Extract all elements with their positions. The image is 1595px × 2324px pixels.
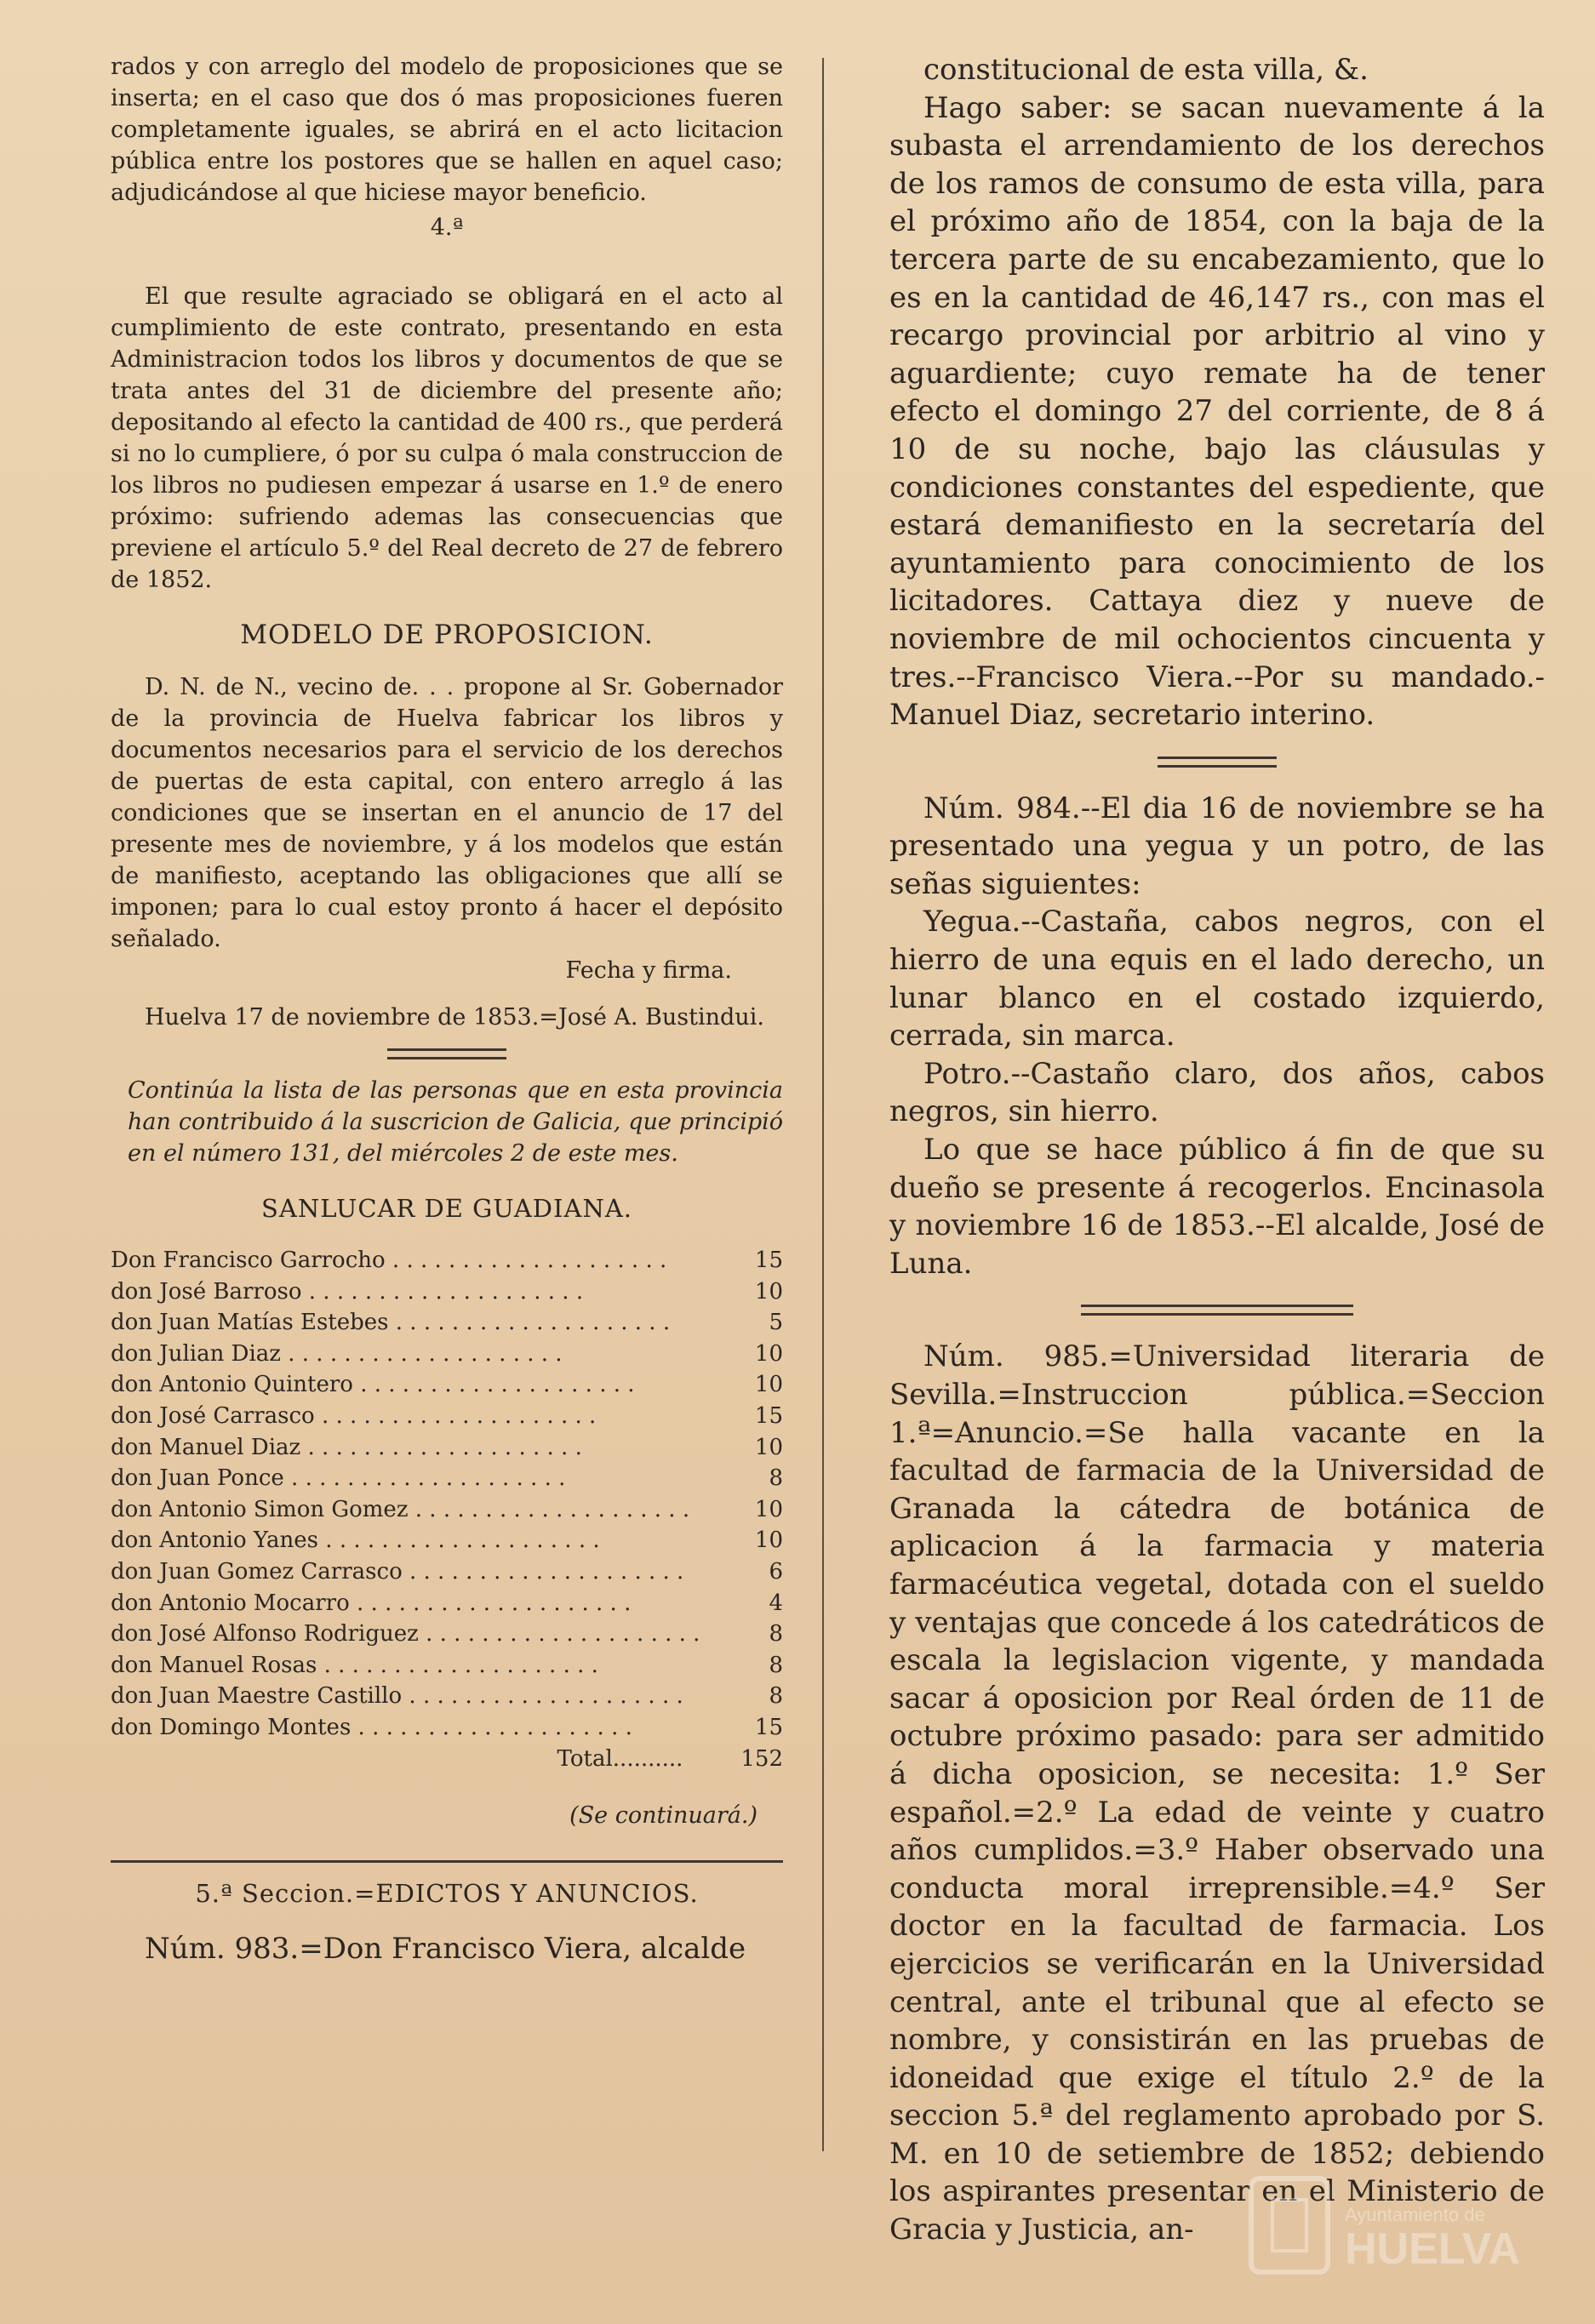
paragraph-num-984: Núm. 984.--El dia 16 de noviembre se ha presentado una yegua y un potro, de las señas siguientes: [889,791,1545,901]
contributor-name: don Domingo Montes . . . . . . . . . . . . . . . . . . . . [111,1714,632,1740]
contributor-amount: 8 [769,1683,783,1710]
contributor-name: don Manuel Diaz . . . . . . . . . . . . . . . . . . . . [111,1434,582,1460]
contributor-amount: 8 [769,1652,783,1678]
list-item [111,1712,783,1744]
contributor-amount: 6 [769,1558,783,1585]
list-item [111,1556,783,1588]
contributor-amount: 8 [769,1465,783,1492]
huelva-watermark-logo [1243,2161,1541,2289]
total-row [111,1744,783,1775]
contributor-amount: 10 [754,1372,783,1398]
contributor-name: don Juan Ponce . . . . . . . . . . . . . . . . . . . . [111,1465,566,1492]
paragraph-obligations: El que resulte agraciado se obligará en el acto al cumplimiento de este contrato, presentando en esta Administracion todos los libros y documentos de que se trata antes del 31 de diciembre del presente año; depositando al efecto la cantidad de 400 rs., que perderá si no lo cumpliere, ó por su culpa ó mala construccion de los libros no pudiesen empezar á usarse en 1.º de enero próximo: sufriendo ademas las consecuencias que previene el artículo 5.º del Real decreto de 27 de febrero de 1852. [111,283,783,593]
left-column [111,51,783,1967]
contributor-name: don José Alfonso Rodriguez . . . . . . . . . . . . . . . . . . . . [111,1621,700,1647]
list-item [111,1245,783,1276]
paragraph-num-985: Núm. 985.=Universidad literaria de Sevilla.=Instruccion pública.=Seccion 1.ª=Anuncio.=Se halla vacante en la facultad de farmacia de la Universidad de Granada la cátedra de botánica de aplicacion á la farmacia y materia farmacéutica vegetal, dotada con el sueldo y ventajas que concede á los catedráticos de escala la legislacion vigente, y mandada sacar á oposicion por Real órden de 11 de octubre próximo pasado: para ser admitido á dicha oposicion, se necesita: 1.º Ser español.=2.º La edad de veinte y cuatro años cumplidos.=3.º Haber observado una conducta moral irreprensible.=4.º Ser doctor en la facultad de farmacia. Los ejercicios se verificarán en la Universidad central, ante el tribunal que al efecto se nombre, y consistirán en las pruebas de idoneidad que exige el título 2.º de la seccion 5.ª del reglamento aprobado por S. M. en 10 de setiembre de 1852; debiendo los aspirantes presentar en el Ministerio de Gracia y Justicia, an- [889,1339,1545,2247]
paragraph-yegua: Yegua.--Castaña, cabos negros, con el hierro de una equis en el lado derecho, un lunar blanco en el costado izquierdo, cerrada, sin marca. [889,905,1545,1054]
list-item [111,1588,783,1619]
paragraph-subscription-intro: Continúa la lista de las personas que en esta provincia han contribuido á la suscricion de Galicia, que principió en el número 131, del miércoles 2 de este mes. [128,1077,783,1167]
contributor-amount: 4 [769,1590,783,1616]
contributor-amount: 10 [754,1434,783,1460]
section-number-4: 4.ª [430,214,464,241]
list-item [111,1494,783,1526]
double-rule-right-2 [1081,1305,1353,1316]
contributor-name: don Juan Gomez Carrasco . . . . . . . . . . . . . . . . . . . . [111,1558,684,1585]
paragraph-potro: Potro.--Castaño claro, dos años, cabos negros, sin hierro. [889,1056,1545,1129]
list-item [111,1463,783,1494]
double-rule-right-1 [1158,757,1277,768]
contributor-amount: 10 [754,1496,783,1522]
paragraph-subasta: Hago saber: se sacan nuevamente á la subasta el arrendamiento de los derechos de los ramos de consumo de esta villa, para el próximo año de 1854, con la baja de la tercera parte de su encabezamiento, que lo es en la cantidad de 46,147 rs., con mas el recargo provincial por arbitrio al vino y aguardiente; cuyo remate ha de tener efecto el domingo 27 del corriente, de 8 á 10 de su noche, bajo las cláusulas y condiciones constantes del espediente, que estará demanifiesto en la secretaría del ayuntamiento para conocimiento de los licitadores. Cattaya diez y nueve de noviembre de mil ochocientos cincuenta y tres.--Francisco Viera.--Por su mandado.-Manuel Diaz, secretario interino. [889,90,1545,733]
list-item [111,1276,783,1308]
contributor-name: don Antonio Quintero . . . . . . . . . . . . . . . . . . . . [111,1372,635,1398]
contributor-amount: 15 [754,1714,783,1740]
contributors-table [111,1245,783,1774]
double-rule [387,1048,506,1059]
watermark-line2: HUELVA [1345,2224,1521,2274]
contributor-amount: 10 [754,1278,783,1305]
total-value: 152 [740,1745,783,1772]
continued-note: (Se continuará.) [569,1802,757,1830]
contributor-name: don Julian Diaz . . . . . . . . . . . . . . . . . . . . [111,1340,563,1367]
contributor-name: don José Carrasco . . . . . . . . . . . . . . . . . . . . [111,1402,597,1429]
contributor-name: don Juan Matías Estebes . . . . . . . . . . . . . . . . . . . . [111,1310,671,1336]
contributor-amount: 15 [754,1402,783,1429]
contributor-name: don Antonio Yanes . . . . . . . . . . . . . . . . . . . . [111,1527,600,1554]
column-divider [822,58,824,2151]
list-item [111,1650,783,1682]
heading-modelo-proposicion: MODELO DE PROPOSICION. [240,620,654,650]
paragraph-continuation: rados y con arreglo del modelo de proposiciones que se inserta; en el caso que dos ó mas proposiciones fueren completamente iguales, se abrirá en el acto licitacion pública entre los postores que se hallen en aquel caso; adjudicándose al que hiciese mayor beneficio. [111,54,783,206]
contributor-amount: 10 [754,1340,783,1367]
list-item [111,1681,783,1712]
paragraph-proposal-model: D. N. de N., vecino de. . . propone al Sr. Gobernador de la provincia de Huelva fabricar los libros y documentos necesarios para el servicio de los derechos de puertas de esta capital, con entero arreglo á las condiciones que se insertan en el anuncio de 17 del presente mes de noviembre, y á los modelos que están de manifiesto, aceptando las obligaciones que allí se imponen; para lo cual estoy pronto á hacer el depósito señalado. [111,674,783,952]
section-rule [111,1860,783,1863]
contributor-amount: 8 [769,1621,783,1647]
heading-section-5: 5.ª Seccion.=EDICTOS Y ANUNCIOS. [195,1879,699,1909]
watermark-line1: Ayuntamiento de [1345,2204,1485,2225]
contributor-name: Don Francisco Garrocho . . . . . . . . . . . . . . . . . . . . [111,1248,667,1273]
contributor-amount: 10 [754,1527,783,1554]
right-column [889,51,1545,2249]
total-label: Total.......... [557,1745,683,1772]
list-item [111,1307,783,1339]
heading-town: SANLUCAR DE GUADIANA. [261,1194,632,1223]
list-item [111,1369,783,1401]
paragraph-publico: Lo que se hace público á fin de que su dueño se presente á recogerlos. Encinasola y noviembre 16 de 1853.--El alcalde, José de Luna. [889,1133,1545,1281]
list-item [111,1339,783,1370]
list-item [111,1432,783,1464]
contributor-name: don José Barroso . . . . . . . . . . . . . . . . . . . . [111,1278,584,1305]
contributor-name: don Antonio Simon Gomez . . . . . . . . . . . . . . . . . . . . [111,1496,690,1522]
paragraph-constitucional: constitucional de esta villa, &. [923,53,1369,87]
paragraph-num-983: Núm. 983.=Don Francisco Viera, alcalde [145,1932,746,1967]
list-item [111,1401,783,1432]
signature-line: Fecha y firma. [565,957,732,984]
contributor-name: don Manuel Rosas . . . . . . . . . . . . . . . . . . . . [111,1652,598,1678]
contributor-name: don Juan Maestre Castillo . . . . . . . . . . . . . . . . . . . . [111,1683,683,1710]
list-item [111,1525,783,1556]
contributor-amount: 5 [769,1310,783,1336]
paragraph-date-signature: Huelva 17 de noviembre de 1853.=José A. Bustindui. [145,1004,764,1031]
contributor-amount: 15 [754,1248,783,1273]
contributor-name: don Antonio Mocarro . . . . . . . . . . . . . . . . . . . . [111,1590,632,1616]
list-item [111,1619,783,1650]
